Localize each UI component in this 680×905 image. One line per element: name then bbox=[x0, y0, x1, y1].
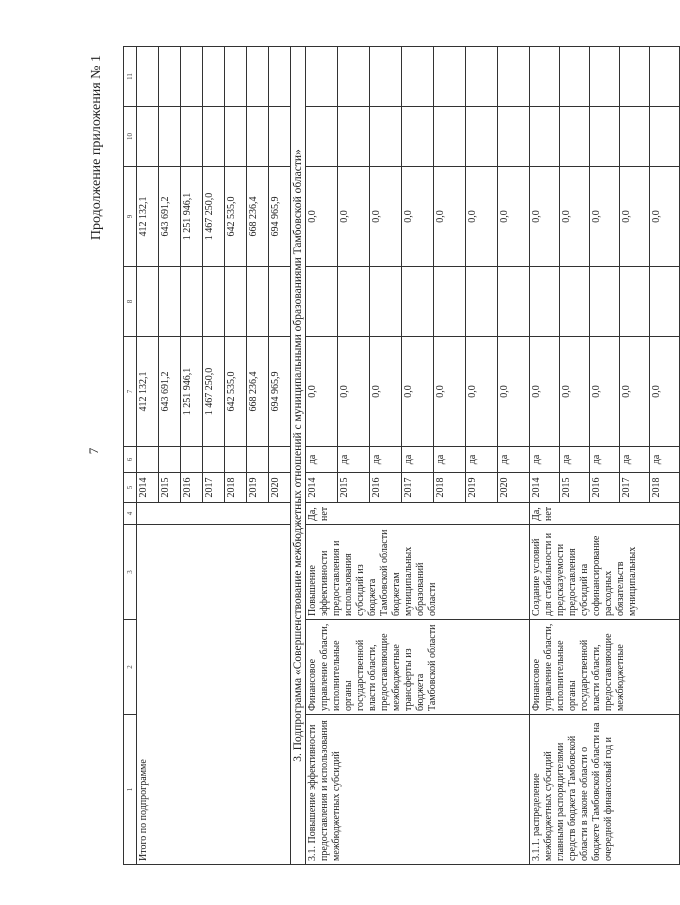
table-cell bbox=[306, 267, 338, 337]
amount-cell: 0,0 bbox=[620, 167, 650, 267]
table-cell bbox=[306, 107, 338, 167]
value-cell: да bbox=[402, 447, 434, 473]
year-cell: 2015 bbox=[159, 473, 181, 503]
table-cell bbox=[620, 107, 650, 167]
table-cell bbox=[225, 107, 247, 167]
table-cell bbox=[203, 107, 225, 167]
table-cell bbox=[560, 47, 590, 107]
amount-cell: 0,0 bbox=[530, 167, 560, 267]
unit-cell: Да, нет bbox=[306, 503, 530, 525]
table-cell bbox=[159, 267, 181, 337]
table-cell bbox=[370, 107, 402, 167]
amount-cell: 0,0 bbox=[498, 167, 530, 267]
amount-cell: 0,0 bbox=[338, 337, 370, 447]
year-cell: 2020 bbox=[269, 473, 291, 503]
amount-cell: 0,0 bbox=[650, 337, 680, 447]
table-cell bbox=[159, 107, 181, 167]
table-cell bbox=[498, 47, 530, 107]
table-cell bbox=[560, 107, 590, 167]
amount-cell: 0,0 bbox=[466, 337, 498, 447]
amount-cell: 0,0 bbox=[590, 337, 620, 447]
table-cell bbox=[181, 107, 203, 167]
amount-cell: 0,0 bbox=[466, 167, 498, 267]
amount-cell: 643 691,2 bbox=[159, 167, 181, 267]
amount-cell: 0,0 bbox=[590, 167, 620, 267]
rotated-sheet bbox=[83, 35, 662, 865]
amount-cell: 0,0 bbox=[338, 167, 370, 267]
year-cell: 2017 bbox=[203, 473, 225, 503]
measure-name: 3.1.1. распределение межбюджетных субсидий главными распорядителями средств бюджета Тамбовской области в законе области о бюджете Тамбовской области на очередной финансовый год и bbox=[530, 715, 680, 865]
amount-cell: 1 251 946,1 bbox=[181, 337, 203, 447]
page-number: 7 bbox=[86, 447, 101, 455]
amount-cell: 642 535,0 bbox=[225, 337, 247, 447]
table-cell bbox=[225, 47, 247, 107]
table-cell bbox=[434, 267, 466, 337]
table-cell bbox=[269, 107, 291, 167]
table-cell bbox=[590, 47, 620, 107]
table-cell bbox=[498, 267, 530, 337]
table-cell bbox=[434, 47, 466, 107]
year-cell: 2016 bbox=[181, 473, 203, 503]
table-cell bbox=[225, 267, 247, 337]
amount-cell: 0,0 bbox=[370, 337, 402, 447]
responsible-executor: Финансовое управление области, исполнительные органы государственной власти области, предоставляющие межбюджетные bbox=[530, 620, 680, 715]
table-cell bbox=[402, 267, 434, 337]
amount-cell: 412 132,1 bbox=[137, 167, 159, 267]
table-row bbox=[137, 47, 159, 865]
table-cell bbox=[338, 107, 370, 167]
table-cell bbox=[620, 267, 650, 337]
year-cell: 2015 bbox=[338, 473, 370, 503]
column-number-cell: 1 bbox=[124, 715, 137, 865]
table-cell bbox=[159, 447, 181, 473]
table-cell bbox=[247, 47, 269, 107]
amount-cell: 0,0 bbox=[402, 167, 434, 267]
year-cell: 2020 bbox=[498, 473, 530, 503]
column-number-row bbox=[124, 47, 137, 865]
subprogram-row bbox=[291, 47, 306, 865]
table-cell bbox=[137, 107, 159, 167]
table-cell bbox=[466, 47, 498, 107]
column-number-cell: 2 bbox=[124, 620, 137, 715]
table-cell bbox=[498, 107, 530, 167]
amount-cell: 0,0 bbox=[560, 167, 590, 267]
year-cell: 2016 bbox=[370, 473, 402, 503]
table-cell bbox=[203, 47, 225, 107]
table-cell bbox=[590, 107, 620, 167]
value-cell: да bbox=[590, 447, 620, 473]
amount-cell: 0,0 bbox=[530, 337, 560, 447]
amount-cell: 642 535,0 bbox=[225, 167, 247, 267]
table-cell bbox=[650, 267, 680, 337]
subprogram-title: 3. Подпрограмма «Совершенствование межбюджетных отношений с муниципальными образованиями Тамбовской области» bbox=[291, 47, 306, 865]
amount-cell: 0,0 bbox=[370, 167, 402, 267]
column-number-cell: 9 bbox=[124, 167, 137, 267]
table-cell bbox=[338, 47, 370, 107]
table-row bbox=[530, 47, 560, 865]
value-cell: да bbox=[650, 447, 680, 473]
table-cell bbox=[181, 447, 203, 473]
column-number-cell: 10 bbox=[124, 107, 137, 167]
table-cell bbox=[466, 107, 498, 167]
table-cell bbox=[402, 47, 434, 107]
year-cell: 2014 bbox=[530, 473, 560, 503]
table-cell bbox=[560, 267, 590, 337]
table-cell bbox=[181, 267, 203, 337]
table-cell bbox=[590, 267, 620, 337]
table-cell bbox=[306, 47, 338, 107]
amount-cell: 0,0 bbox=[306, 337, 338, 447]
table-row bbox=[306, 47, 338, 865]
expected-result: Повышение эффективности предоставления и использования субсидий из бюджета Тамбовской области бюджетам муниципальных образований области bbox=[306, 525, 530, 620]
table-cell bbox=[247, 447, 269, 473]
amount-cell: 0,0 bbox=[306, 167, 338, 267]
year-cell: 2014 bbox=[137, 473, 159, 503]
year-cell: 2019 bbox=[466, 473, 498, 503]
table-cell bbox=[466, 267, 498, 337]
table-cell bbox=[370, 267, 402, 337]
table-cell bbox=[370, 47, 402, 107]
table-cell bbox=[650, 107, 680, 167]
year-cell: 2018 bbox=[225, 473, 247, 503]
year-cell: 2015 bbox=[560, 473, 590, 503]
table-cell bbox=[269, 47, 291, 107]
amount-cell: 0,0 bbox=[650, 167, 680, 267]
year-cell: 2016 bbox=[590, 473, 620, 503]
expected-result: Создание условий для стабильности и предсказуемости предоставления субсидий на софинансирование расходных обязательств муниципальных bbox=[530, 525, 680, 620]
table-cell bbox=[159, 47, 181, 107]
program-table bbox=[123, 46, 680, 865]
table-cell bbox=[203, 447, 225, 473]
table-cell bbox=[269, 447, 291, 473]
value-cell: да bbox=[466, 447, 498, 473]
column-number-cell: 8 bbox=[124, 267, 137, 337]
year-cell: 2017 bbox=[402, 473, 434, 503]
amount-cell: 1 251 946,1 bbox=[181, 167, 203, 267]
table-cell bbox=[338, 267, 370, 337]
value-cell: да bbox=[498, 447, 530, 473]
column-number-cell: 5 bbox=[124, 473, 137, 503]
amount-cell: 1 467 250,0 bbox=[203, 337, 225, 447]
year-cell: 2017 bbox=[620, 473, 650, 503]
amount-cell: 0,0 bbox=[434, 167, 466, 267]
year-cell: 2018 bbox=[650, 473, 680, 503]
table-cell bbox=[137, 47, 159, 107]
amount-cell: 0,0 bbox=[498, 337, 530, 447]
column-number-cell: 6 bbox=[124, 447, 137, 473]
amount-cell: 0,0 bbox=[560, 337, 590, 447]
value-cell: да bbox=[620, 447, 650, 473]
amount-cell: 668 236,4 bbox=[247, 337, 269, 447]
responsible-executor: Финансовое управление области, исполнительные органы государственной власти области, предоставляющие межбюджетные трансферты из бюджета Тамбовской области bbox=[306, 620, 530, 715]
table-cell bbox=[530, 107, 560, 167]
amount-cell: 668 236,4 bbox=[247, 167, 269, 267]
table-cell bbox=[225, 447, 247, 473]
table-cell bbox=[434, 107, 466, 167]
subtotal-label: Итого по подпрограмме bbox=[137, 525, 291, 865]
amount-cell: 412 132,1 bbox=[137, 337, 159, 447]
value-cell: да bbox=[560, 447, 590, 473]
table-cell bbox=[650, 47, 680, 107]
year-cell: 2019 bbox=[247, 473, 269, 503]
amount-cell: 643 691,2 bbox=[159, 337, 181, 447]
table-cell bbox=[137, 503, 291, 525]
table-cell bbox=[247, 267, 269, 337]
measure-name: 3.1. Повышение эффективности предоставления и использования межбюджетных субсидий bbox=[306, 715, 530, 865]
value-cell: да bbox=[306, 447, 338, 473]
table-cell bbox=[203, 267, 225, 337]
table-cell bbox=[620, 47, 650, 107]
amount-cell: 694 965,9 bbox=[269, 167, 291, 267]
amount-cell: 1 467 250,0 bbox=[203, 167, 225, 267]
column-number-cell: 7 bbox=[124, 337, 137, 447]
column-number-cell: 4 bbox=[124, 503, 137, 525]
value-cell: да bbox=[338, 447, 370, 473]
table-cell bbox=[269, 267, 291, 337]
column-number-cell: 11 bbox=[124, 47, 137, 107]
amount-cell: 0,0 bbox=[402, 337, 434, 447]
year-cell: 2018 bbox=[434, 473, 466, 503]
table-cell bbox=[181, 47, 203, 107]
appendix-caption: Продолжение приложения № 1 bbox=[89, 55, 104, 241]
amount-cell: 0,0 bbox=[620, 337, 650, 447]
table-cell bbox=[530, 267, 560, 337]
year-cell: 2014 bbox=[306, 473, 338, 503]
value-cell: да bbox=[370, 447, 402, 473]
column-number-cell: 3 bbox=[124, 525, 137, 620]
amount-cell: 0,0 bbox=[434, 337, 466, 447]
amount-cell: 694 965,9 bbox=[269, 337, 291, 447]
value-cell: да bbox=[530, 447, 560, 473]
unit-cell: Да, нет bbox=[530, 503, 680, 525]
table-cell bbox=[402, 107, 434, 167]
value-cell: да bbox=[434, 447, 466, 473]
table-cell bbox=[530, 47, 560, 107]
table-cell bbox=[137, 447, 159, 473]
table-cell bbox=[137, 267, 159, 337]
table-cell bbox=[247, 107, 269, 167]
